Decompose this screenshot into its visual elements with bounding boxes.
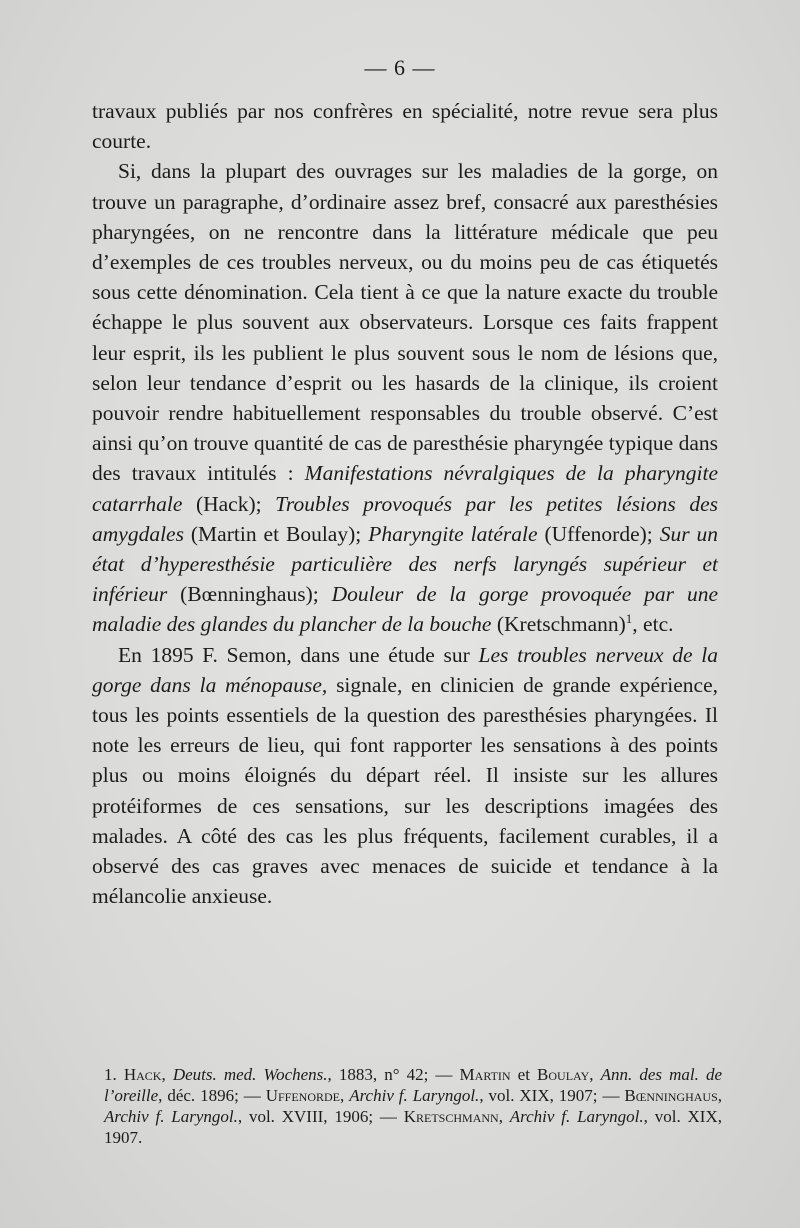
paragraph-continuation [92,96,718,156]
author-name: Martin [459,1065,511,1084]
italic-title: Sur un état d’hyperesthésie particulière des nerfs laryngés supérieur et inférieur [92,521,719,607]
text-run: 1. [104,1065,124,1084]
italic-title: Ann. des mal. de l’oreille [104,1065,722,1105]
text-run: , 1883, n° 42; — [327,1065,460,1084]
text-run: , [498,1107,510,1126]
paragraph-semon [92,640,718,912]
author-name: Hack [123,1065,162,1084]
text-run: , déc. 1896; — [158,1086,266,1105]
text-run: signale, en clinicien de grande expérience, tous les points essentiels de la question des paresthésies pharyngées. Il note les erreurs de lieu, qui font rapporter les sensations à des points plus ou moins éloignés du départ réel. Il insiste sur les allures protéiformes de ces sensations, sur les descriptions imagées des malades. A côté des cas les plus fréquents, facilement curables, il a observé des cas graves avec menaces de suicide et tendance à la mélancolie anxieuse. [92,672,718,909]
text-run: , [589,1065,601,1084]
italic-title: Archiv f. Laryngol. [509,1107,644,1126]
page-number: — 6 — [364,55,436,80]
author-name: Kretschmann [403,1107,499,1126]
text-run: (Bœnninghaus); [167,582,332,607]
italic-title: Douleur de la gorge provoquée par une maladie des glandes du plancher de la bouche [92,582,718,637]
author-name: Uffenorde [265,1086,340,1105]
text-run: , [717,1086,722,1105]
text-run: , [340,1086,350,1105]
footnote [104,1064,722,1148]
text-run: (Martin et Boulay); [183,521,369,546]
text-run: , vol. XIX, 1907; — [479,1086,625,1105]
text-run: Si, dans la plupart des ouvrages sur les maladies de la gorge, on trouve un paragraphe, d’ordinaire assez bref, consacré aux paresthésies pharyngées, on ne rencontre dans la littérature médicale que peu d’exemples de ces troubles nerveux, ou du moins peu de cas étiquetés sous cette dénomination. Cela tient à ce que la nature exacte du trouble échappe le plus souvent aux observateurs. Lorsque ces faits frappent leur esprit, ils les publient le plus souvent sous le nom de lésions que, selon leur tendance d’esprit ou les hasards de la clinique, ils croient pouvoir rendre habituellement responsables du trouble observé. C’est ainsi qu’on trouve quantité de cas de paresthésie pharyngée typique dans des travaux intitulés : [92,159,718,486]
text-run: En 1895 F. Semon, dans une étude sur [118,642,479,667]
footnote-marker: 1 [625,611,633,627]
body-text [92,96,718,911]
text-run: , vol. XIX, 1907. [104,1107,722,1147]
italic-title: Archiv f. Laryngol. [349,1086,480,1105]
italic-title: Archiv f. Laryngol. [104,1107,238,1126]
author-name: Bœnninghaus [624,1086,718,1105]
italic-title: Pharyngite latérale [368,521,538,546]
text-run: (Kretschmann) [491,612,626,637]
italic-title: Manifestations névralgiques de la pharyngite catarrhale [92,461,718,516]
text-run: et [510,1065,538,1084]
italic-title: Deuts. med. Wochens. [172,1065,328,1084]
text-run: , vol. XVIII, 1906; — [237,1107,404,1126]
paragraph-literature [92,156,718,639]
italic-title: Troubles provoqués par les petites lésions des amygdales [92,491,718,546]
text-run: (Uffenorde); [537,521,660,546]
text-run: , etc. [632,612,674,637]
text-run: (Hack); [182,491,276,516]
text-run: travaux publiés par nos confrères en spécialité, notre revue sera plus courte. [92,99,718,154]
italic-title: Les troubles nerveux de la gorge dans la ménopause, [92,642,718,697]
text-run: , [161,1065,173,1084]
author-name: Boulay [537,1065,590,1084]
